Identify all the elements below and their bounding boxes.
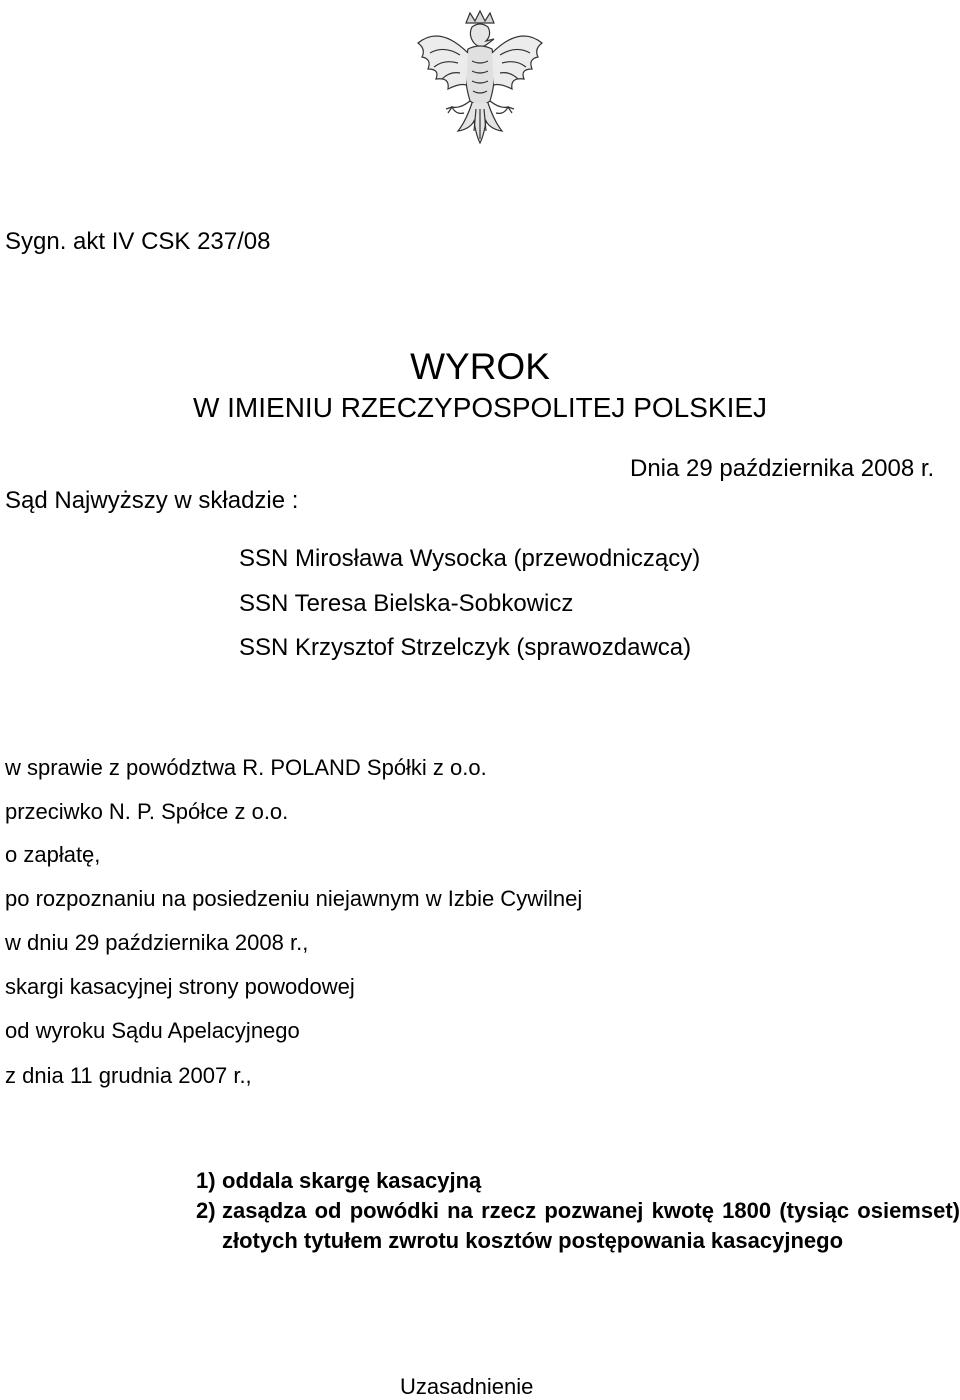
case-line: z dnia 11 grudnia 2007 r.,	[5, 1063, 252, 1088]
polish-eagle-emblem-icon	[400, 5, 560, 165]
case-line: przeciwko N. P. Spółce z o.o.	[5, 799, 289, 824]
panel-member: SSN Krzysztof Strzelczyk (sprawozdawca)	[239, 634, 692, 661]
panel-member: SSN Teresa Bielska-Sobkowicz	[239, 590, 574, 617]
document-title: WYROK	[410, 346, 550, 387]
panel-member: SSN Mirosława Wysocka (przewodniczący)	[239, 545, 701, 572]
document-subtitle: W IMIENIU RZECZYPOSPOLITEJ POLSKIEJ	[192, 392, 768, 423]
case-line: po rozpoznaniu na posiedzeniu niejawnym w Izbie Cywilnej	[5, 886, 583, 911]
decision-text: zasądza od powódki na rzecz pozwanej kwotę 1800 (tysiąc osiemset) złotych tytułem zwrotu kosztów postępowania kasacyjnego	[222, 1198, 960, 1253]
decision-number: 1)	[196, 1168, 216, 1193]
decision-number: 2)	[196, 1198, 216, 1223]
justification-heading: Uzasadnienie	[400, 1374, 534, 1399]
case-line: w sprawie z powództwa R. POLAND Spółki z o.o.	[5, 755, 487, 780]
case-signature: Sygn. akt IV CSK 237/08	[5, 228, 271, 255]
decision-text: oddala skargę kasacyjną	[222, 1168, 482, 1193]
decision-item	[196, 1166, 960, 1196]
court-composition-label: Sąd Najwyższy w składzie :	[5, 487, 299, 514]
decision-list	[196, 1166, 960, 1256]
case-line: od wyroku Sądu Apelacyjnego	[5, 1018, 300, 1043]
decision-item	[196, 1196, 960, 1256]
case-line: o zapłatę,	[5, 842, 101, 867]
case-line: w dniu 29 października 2008 r.,	[5, 930, 309, 955]
judgment-date: Dnia 29 października 2008 r.	[630, 455, 935, 482]
case-line: skargi kasacyjnej strony powodowej	[5, 974, 355, 999]
